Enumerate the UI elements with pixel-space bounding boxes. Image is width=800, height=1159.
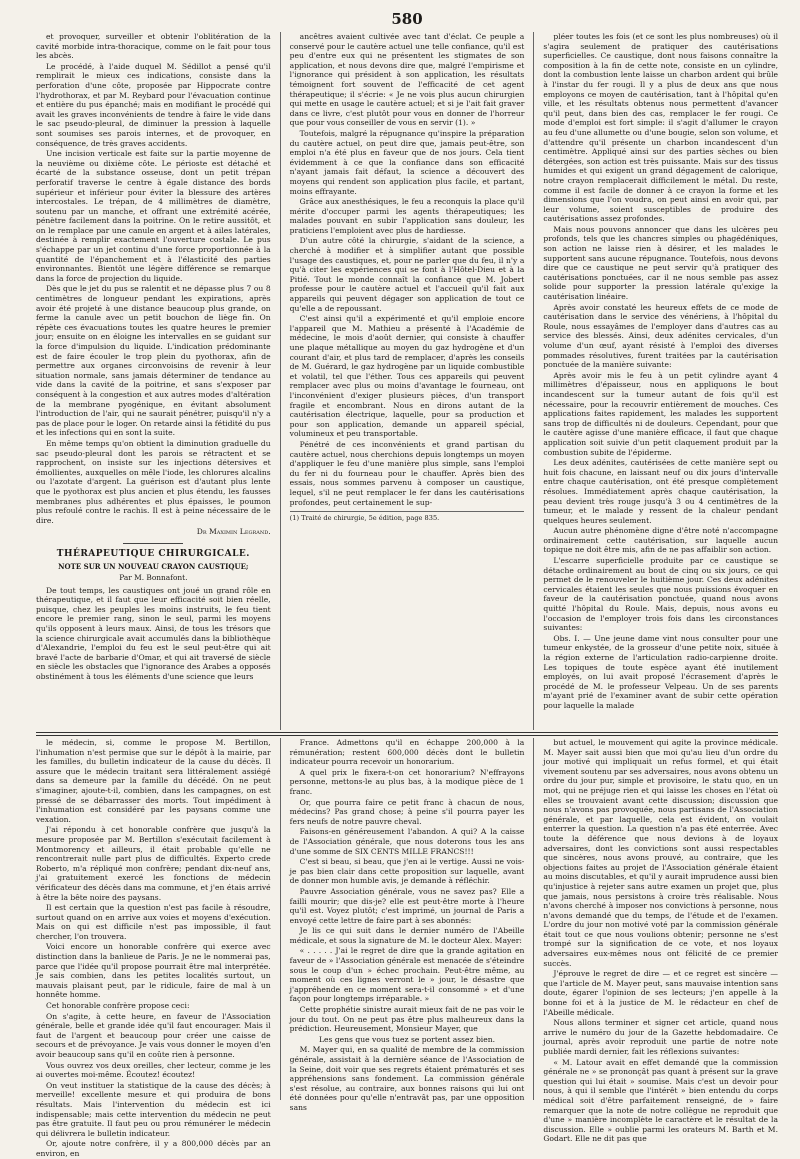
paragraph: Obs. I. — Une jeune dame vint nous consulter pour une tumeur enkystée, de la grosseur d'une petite noix, située à la région externe de l'articulation radio-carpienne droite. Les topiques de toute espèce ayant été inutilement employés, on lui avait proposé l'écrasement d'après le procédé de M. le professeur Velpeau. Un de ses parents m'ayant prié de l'examiner avant de subir cette opération pour laquelle la malade	[543, 633, 779, 710]
paragraph: « M. Latour avait en effet demandé que la commission générale ne » se prononçât pas quant à présent sur la grave question qui lui était » soumise. Mais c'est un devoir pour nous, à qui il semble que l'intérêt » bien entendu du corps médical soit d'être parfaitement renseigné, de » faire remarquer que la note de notre collègue ne reproduit que d'une » manière incomplète le caractère et le résultat de la discussion. Elle » oublie parmi les orateurs M. Barth et M. Godart. Elle ne dit pas que	[543, 1057, 779, 1144]
horizontal-rule	[36, 732, 778, 736]
paragraph: Grâce aux anesthésiques, le feu a reconquis la place qu'il mérite d'occuper parmi les agents thérapeutiques; les malades pouvant en subir l'application sans douleur, les praticiens l'emploient avec plus de hardiesse.	[289, 197, 525, 235]
paragraph: but actuel, le mouvement qui agite la province médicale. M. Mayer sait aussi bien que moi qu'au lieu d'un ordre du jour motivé qui impliquait un refus formel, et qui était vivement soutenu par ses adversaires, nous avons obtenu un ordre du jour pur, simple et provisoire, le statu quo, en un mot, qui ne préjuge rien et qui laisse les choses en l'état où elles se trouvaient avant cette discussion; discussion que nous n'avons pas provoquée, nous partisans de l'Association générale, et par laquelle, cela est évident, on voulait enterrer la question. La question n'a pas été enterrée. Avec toute la déférence que nous devions à de loyaux adversaires, dont les convictions sont aussi respectables que sincères, nous avons prouvé, au contraire, que les objections faites au projet de l'Association générale étaient au moins discutables, et qu'il y aurait imprudence aussi bien qu'injustice à rejeter sans autre examen un projet que, plus que jamais, nous persistons à croire très réalisable. Nous n'avons cherché à imposer nos convictions à personne, nous n'avons demandé que du temps, de l'étude et de l'examen. L'ordre du jour non motivé voté par la commission générale était tout ce que nous voulions obtenir; personne ne s'est trompé sur la signification de ce vote, et nos loyaux adversaires eux-mêmes nous ont félicité de ce premier succès.	[543, 738, 779, 968]
paragraph: C'est ainsi qu'il a expérimenté et qu'il emploie encore l'appareil que M. Mathieu a présenté à l'Académie de médecine, le mois d'août dernier, qui consiste à chauffer une plaque métallique au moyen du gaz hydrogène et d'un courant d'air, et plus tard de remplacer, d'après les conseils de M. Guérard, le gaz hydrogène par un liquide combustible et volatil, tel que l'éther. Tous ces appareils qui peuvent remplacer avec plus ou moins d'avantage le fourneau, ont l'inconvénient d'exiger plusieurs pièces, d'un transport fragile et encombrant. Nous en dirons autant de la cautérisation électrique, laquelle, pour sa production et pour son application, demande un appareil spécial, volumineux et peu transportable.	[289, 314, 525, 439]
newspaper-page	[36, 10, 779, 1158]
paragraph: Voici encore un honorable confrère qui exerce avec distinction dans la banlieue de Paris. Je ne le nommerai pas, parce que l'idée qu'il propose pourrait être mal interprétée. Je sais combien, dans les petites localités surtout, un mauvais plaisant peut, par le ridicule, faire de mal à un honnête homme.	[36, 942, 271, 1000]
paragraph: ancêtres avaient cultivée avec tant d'éclat. Ce peuple a conservé pour le cautère actuel une telle confiance, qu'il est peu d'entre eux qui ne présentent les stigmates de son application, et nous devons dire que, malgré l'empirisme et l'ignorance qui président à son application, les résultats témoignent fort souvent de l'efficacité de cet agent thérapeutique; il s'écrie: « Je ne vois plus aucun chirurgien qui mette en usage le cautère actuel; et si je l'ait fait graver dans ce livre, c'est plutôt pour vous en donner de l'horreur que pour vous conseiller de vous en servir (1). »	[289, 32, 525, 128]
paragraph: C'est si beau, si beau, que j'en ai le vertige. Aussi ne vois-je pas bien clair dans cette proposition sur laquelle, avant de donner mon humble avis, je demande à réfléchir.	[289, 857, 525, 886]
paragraph: J'ai répondu à cet honorable confrère que jusqu'à la mesure proposée par M. Bertillon s'exécutait facilement à Montmorency et ailleurs, il était probable qu'elle ne rencontrerait nulle part plus de difficultés. Experto crede Roberto, m'a répliqué mon confrère; pendant dix-neuf ans, j'ai gratuitement exercé les fonctions de médecin vérificateur des décès dans ma commune, et j'en étais arrivé à être la bête noire des paysans.	[36, 825, 271, 902]
page-number: 580	[391, 10, 423, 28]
footnote: (1) Traité de chirurgie, 5e édition, page 835.	[290, 511, 525, 524]
paragraph: Faisons-en généreusement l'abandon. A qui? A la caisse de l'Association générale, que nous doterons tous les ans d'une somme de SIX CENTS MILLE FRANCS!!!	[289, 827, 525, 856]
paragraph: De tout temps, les caustiques ont joué un grand rôle en thérapeutique, et il faut que leur efficacité soit bien réelle, puisque, chez les peuples les moins instruits, le feu tient encore le premier rang, sinon le seul, parmi les moyens qu'ils opposent à leurs maux. Ainsi, de tous les trésors que la science chirurgicale avait accumulés dans la bibliothèque d'Alexandrie, l'emploi du feu est le seul peut-être qui ait bravé l'acte de barbarie d'Omar, et qui ait traversé de siècle en siècle les obstacles que l'ignorance des Arabes a opposés obstinément à tous les éléments d'une science que leurs	[36, 585, 271, 681]
column-divider	[533, 738, 534, 1100]
paragraph: pléer toutes les fois (et ce sont les plus nombreuses) où il s'agira seulement de pratiquer des cautérisations superficielles. Ce caustique, dont nous faisons connaître la composition à la fin de cette note, consiste en un cylindre, dont la combustion lente laisse un charbon ardent qui brûle à l'instar du fer rougi. Il y a plus de deux ans que nous employons ce moyen de cautérisation, tant à l'hôpital qu'en ville, et les résultats obtenus nous permettent d'avancer qu'il peut, dans bien des cas, remplacer le fer rougi. Ce mode d'emploi est fort simple: il s'agit d'allumer le crayon au feu d'une allumette ou d'une bougie, selon son volume, et d'attendre qu'il présente un charbon incandescent d'un centimètre. Appliqué ainsi sur des parties sèches ou bien détergées, son action est très puissante. Mais sur des tissus humides et qui exigent un grand dégagement de calorique, notre crayon remplacerait difficilement le métal. Du reste, comme il est facile de donner à ce crayon la forme et les dimensions que l'on voudra, on peut ainsi en avoir qui, par leur volume, soient susceptibles de produire des cautérisations assez profondes.	[543, 32, 779, 224]
paragraph: Vous ouvrez vos deux oreilles, cher lecteur, comme je les ai ouvertes moi-même. Écoutez! écoutez!	[36, 1060, 271, 1080]
bottom-columns	[36, 738, 779, 1158]
paragraph: Nous allons terminer et signer cet article, quand nous arrive le numéro du jour de la Gazette hebdomadaire. Ce journal, après avoir reproduit une partie de notre note publiée mardi dernier, fait les réflexions suivantes:	[543, 1018, 779, 1056]
top-column-1	[36, 32, 271, 730]
paragraph: le médecin, si, comme le propose M. Bertillon, l'inhumation n'est permise que sur le dépôt à la mairie, par les familles, du bulletin indicateur de la cause du décès. Il assure que le médecin traitant sera littéralement assiégé dans sa demeure par la famille du décédé. On ne peut s'imaginer, ajoute-t-il, combien, dans les campagnes, on est pressé de se débarrasser des morts. Tout impédiment à l'inhumation est considéré par les paysans comme une vexation.	[36, 738, 271, 824]
paragraph: J'éprouve le regret de dire — et ce regret est sincère — que l'article de M. Mayer peut, sans mauvaise intention sans doute, égarer l'opinion de ses lecteurs; j'en appelle à la bonne foi et à la justice de M. le rédacteur en chef de l'Abeille médicale.	[543, 969, 779, 1017]
paragraph: Cette prophétie sinistre aurait mieux fait de ne pas voir le jour du tout. On ne peut pas être plus malheureux dans la prédiction. Heureusement, Monsieur Mayer, que	[289, 1005, 525, 1034]
paragraph: Toutefois, malgré la répugnance qu'inspire la préparation du cautère actuel, on peut dire que, jamais peut-être, son emploi n'a été plus en faveur que de nos jours. Cela tient évidemment à ce que la confiance dans son efficacité n'ayant jamais fait défaut, la science a découvert des moyens qui rendent son application plus facile, et partant, moins effrayante.	[289, 128, 525, 196]
paragraph: Une incision verticale est faite sur la partie moyenne de la neuvième ou dixième côte. Le périoste est détaché et écarté de la substance osseuse, dont un petit trépan perforatif traverse le centre à égale distance des bords supérieur et inférieur pour éviter la blessure des artères intercostales. Le trépan, de 4 millimètres de diamètre, soutenu par un manche, et offrant une extrémité acérée, pénètre facilement dans la poitrine. On le retire aussitôt, et on le remplace par une canule en argent et à ailes latérales, destinée à remplir exactement l'ouverture costale. Le pus s'échappe par un jet continu d'une force proportionnée à la quantité de l'épanchement et à l'élasticité des parties environnantes. Bientôt une légère différence se remarque dans la force de projection du liquide.	[36, 149, 271, 283]
author-signature: Dr Maximin Legrand.	[196, 527, 271, 537]
divider	[123, 543, 183, 544]
column-divider	[280, 738, 281, 1100]
column-divider	[533, 32, 534, 730]
paragraph: Je lis ce qui suit dans le dernier numéro de l'Abeille médicale, et sous la signature de M. le docteur Alex. Mayer:	[289, 926, 525, 945]
paragraph: A quel prix le fixera-t-on cet honorarium? N'effrayons personne, mettons-le au plus bas, à la modique pièce de 1 franc.	[289, 767, 525, 796]
paragraph: Il est certain que la question n'est pas facile à résoudre, surtout quand on en arrive aux voies et moyens d'exécution. Mais on qui est difficile n'est pas impossible, il faut chercher, l'on trouvera.	[36, 903, 271, 941]
article-author: Par M. Bonnafont.	[119, 573, 188, 583]
paragraph: Cet honorable confrère propose ceci:	[46, 1001, 190, 1011]
section-title: THÉRAPEUTIQUE CHIRURGICALE.	[56, 548, 250, 559]
paragraph: L'escarre superficielle produite par ce caustique se détache ordinairement au bout de cinq ou six jours, ce qui permet de le renouveler le huitième jour. Ces deux adénites cervicales étaient les seules que nous puissions évoquer en faveur de la cautérisation ponctuée, quand nous avons quitté l'hôpital du Roule. Mais, depuis, nous avons eu l'occasion de l'employer trois fois dans les circonstances suivantes:	[543, 556, 779, 633]
top-column-3	[543, 32, 778, 730]
bottom-column-2	[289, 738, 525, 1112]
paragraph: On veut instituer la statistique de la cause des décès; à merveille! excellente mesure et qui produira de bons résultats. Mais l'intervention du médecin est ici indispensable; mais cette intervention du médecin ne peut pas être gratuite. Il faut peu ou prou rémunérer le médecin qui délivrera le bulletin indicateur.	[36, 1080, 271, 1138]
paragraph: M. Mayer qui, en sa qualité de membre de la commission générale, assistait à la dernière séance de l'Association de la Seine, doit voir que ses regrets étaient prématurés et ses appréhensions sans fondement. La commission générale s'est résolue, au contraire, aux bonnes raisons qui lui ont été données pour qu'elle n'entravât pas, par une opposition sans	[289, 1045, 525, 1112]
article-title: NOTE SUR UN NOUVEAU CRAYON CAUSTIQUE;	[58, 562, 249, 572]
paragraph: Aucun autre phénomène digne d'être noté n'accompagne ordinairement cette cautérisation, sur laquelle aucun topique ne doit être mis, afin de ne pas affaiblir son action.	[543, 526, 779, 555]
top-columns	[36, 32, 778, 730]
top-column-2	[290, 32, 525, 730]
paragraph: Après avoir constaté les heureux effets de ce mode de cautérisation dans le service des vénériens, à l'hôpital du Roule, nous essayâmes de l'employer dans d'autres cas au service des blessés. Ainsi, deux adénites cervicales, d'un volume d'un œuf, ayant résisté à l'emploi des diverses pommades résolutives, furent traitées par la cautérisation ponctuée de la manière suivante:	[543, 302, 779, 370]
paragraph: Pénétré de ces inconvénients et grand partisan du cautère actuel, nous cherchions depuis longtemps un moyen d'appliquer le feu d'une manière plus simple, sans l'emploi du fer ni du fourneau pour le chauffer. Après bien des essais, nous sommes parvenu à composer un caustique, lequel, s'il ne peut remplacer le fer dans les cautérisations profondes, peut certainement le sup-	[289, 439, 525, 507]
paragraph: Or, ajoute notre confrère, il y a 800,000 décès par an environ, en	[36, 1139, 271, 1158]
paragraph: « . . . . . J'ai le regret de dire que la grande agitation en faveur de » l'Association générale est menacée de s'éteindre sous le coup d'un » échec prochain. Peut-être même, au moment où ces lignes verront le » jour, le désastre que j'appréhende en ce moment sera-t-il consommé » et d'une façon pour longtemps irréparable. »	[289, 946, 525, 1004]
paragraph: Dès que le jet du pus se ralentit et ne dépasse plus 7 ou 8 centimètres de longueur pendant les expirations, après avoir été projeté à une distance beaucoup plus grande, on ferme la canule avec un petit bouchon de liège fin. On répète ces évacuations toutes les quatre heures le premier jour; ensuite on en éloigne les intervalles en se guidant sur la force d'impulsion du liquide. L'indication prédominante est de faire écouler le trop plein du pyothorax, afin de permettre aux organes circonvoisins de revenir à leur situation normale, sans jamais déterminer de tendance au vide dans la cavité de la poitrine, et sans s'exposer par conséquent à la congestion et aux autres modes d'altération de la membrane pyogénique, en évitant absolument l'introduction de l'air, qui ne saurait pénétrer, puisqu'il n'y a pas de place pour le loger. On retarde ainsi la fétidité du pus et les infections qui en sont la suite.	[36, 284, 271, 438]
column-divider	[280, 32, 281, 730]
paragraph: On s'agite, à cette heure, en faveur de l'Association générale, belle et grande idée qu'il faut encourager. Mais il faut de l'argent et beaucoup pour créer une caisse de secours et de prévoyance. Je vais vous donner le moyen d'en avoir beaucoup sans qu'il en coûte rien à personne.	[36, 1011, 271, 1059]
paragraph: En même temps qu'on obtient la diminution graduelle du sac pseudo-pleural dont les parois se rétractent et se rapprochent, on insiste sur les injections détersives et émollientes, auxquelles on mêle l'iode, les chlorures alcalins ou l'azotate d'argent. La guérison est d'autant plus lente que le pyothorax est plus ancien et plus étendu, les fausses membranes plus adhérentes et plus épaisses, le poumon plus refoulé contre le rachis. Il est à peine nécessaire de le dire.	[36, 438, 271, 525]
paragraph: France. Admettons qu'il en échappe 200,000 à la rémunération; restent 600,000 décès dont le bulletin indicateur pourra recevoir un honorarium.	[289, 738, 525, 767]
paragraph: et provoquer, surveiller et obtenir l'oblitération de la cavité morbide intra-thoracique, comme on le fait pour tous les abcès.	[36, 32, 271, 61]
paragraph: Or, que pourra faire ce petit franc à chacun de nous, médecins? Pas grand chose; à peine s'il pourra payer les fers neufs de notre pauvre cheval.	[289, 797, 525, 826]
paragraph: Les gens que vous tuez se portent assez bien.	[318, 1034, 496, 1044]
paragraph: Le procédé, à l'aide duquel M. Sédillot a pensé qu'il remplirait le mieux ces indications, consiste dans la perforation d'une côte, proposée par Hippocrate contre l'hydrothorax, et par M. Reybard pour l'évacuation continue et entière du pus épanché; mais en modifiant le procédé qui avait les graves inconvénients de tendre à faire le vide dans le sac pseudo-pleural, de diminuer la pression à laquelle sont soumises ses parois internes, et de provoquer, en conséquence, de très graves accidents.	[36, 61, 271, 148]
bottom-column-1	[36, 738, 271, 1158]
paragraph: Les deux adénites, cautérisées de cette manière sept ou huit fois chacune, en laissant neuf ou dix jours d'intervalle entre chaque cautérisation, ont été presque complètement résolues. Immédiatement après chaque cautérisation, la peau devient très rouge jusqu'à 3 ou 4 centimètres de la tumeur, et le malade y ressent de la chaleur pendant quelques heures seulement.	[543, 458, 779, 525]
bottom-column-3	[543, 738, 779, 1144]
paragraph: Après avoir mis le feu à un petit cylindre ayant 4 millimètres d'épaisseur, nous en appliquons le bout incandescent sur la tumeur autant de fois qu'il est nécessaire, pour la recouvrir entièrement de mouches. Ces applications faites rapidement, les malades les supportent sans trop de difficultés ni de douleurs. Cependant, pour que le cautère agisse d'une manière efficace, il faut que chaque application soit suivie d'un petit claquement produit par la combustion subite de l'épiderme.	[543, 370, 779, 457]
paragraph: D'un autre côté la chirurgie, s'aidant de la science, a cherché à modifier et à simplifier autant que possible l'usage des caustiques, et, pour ne parler que du feu, il n'y a qu'à citer les expériences qui se font à l'Hôtel-Dieu et à la Pitié. Tout le monde connaît la confiance que M. Jobert professe pour le cautère actuel et l'accueil qu'il fait aux appareils qui peuvent dégager son application de tout ce qu'elle a de repoussant.	[289, 236, 525, 313]
paragraph: Mais nous pouvons annoncer que dans les ulcères peu profonds, tels que les chancres simples ou phagédéniques, son action ne laisse rien à désirer, et les malades le supportent sans aucune répugnance. Toutefois, nous devons dire que ce caustique ne peut servir qu'à pratiquer des cautérisations ponctuées, car il ne nous semble pas assez solide pour supporter la pression latérale qu'exige la cautérisation linéaire.	[543, 224, 779, 302]
paragraph: Pauvre Association générale, vous ne savez pas? Elle a failli mourir; que dis-je? elle est peut-être morte à l'heure qu'il est. Voyez plutôt; c'est imprimé, un journal de Paris a envoyé cette lettre de faire part à ses abonnés:	[289, 886, 525, 925]
